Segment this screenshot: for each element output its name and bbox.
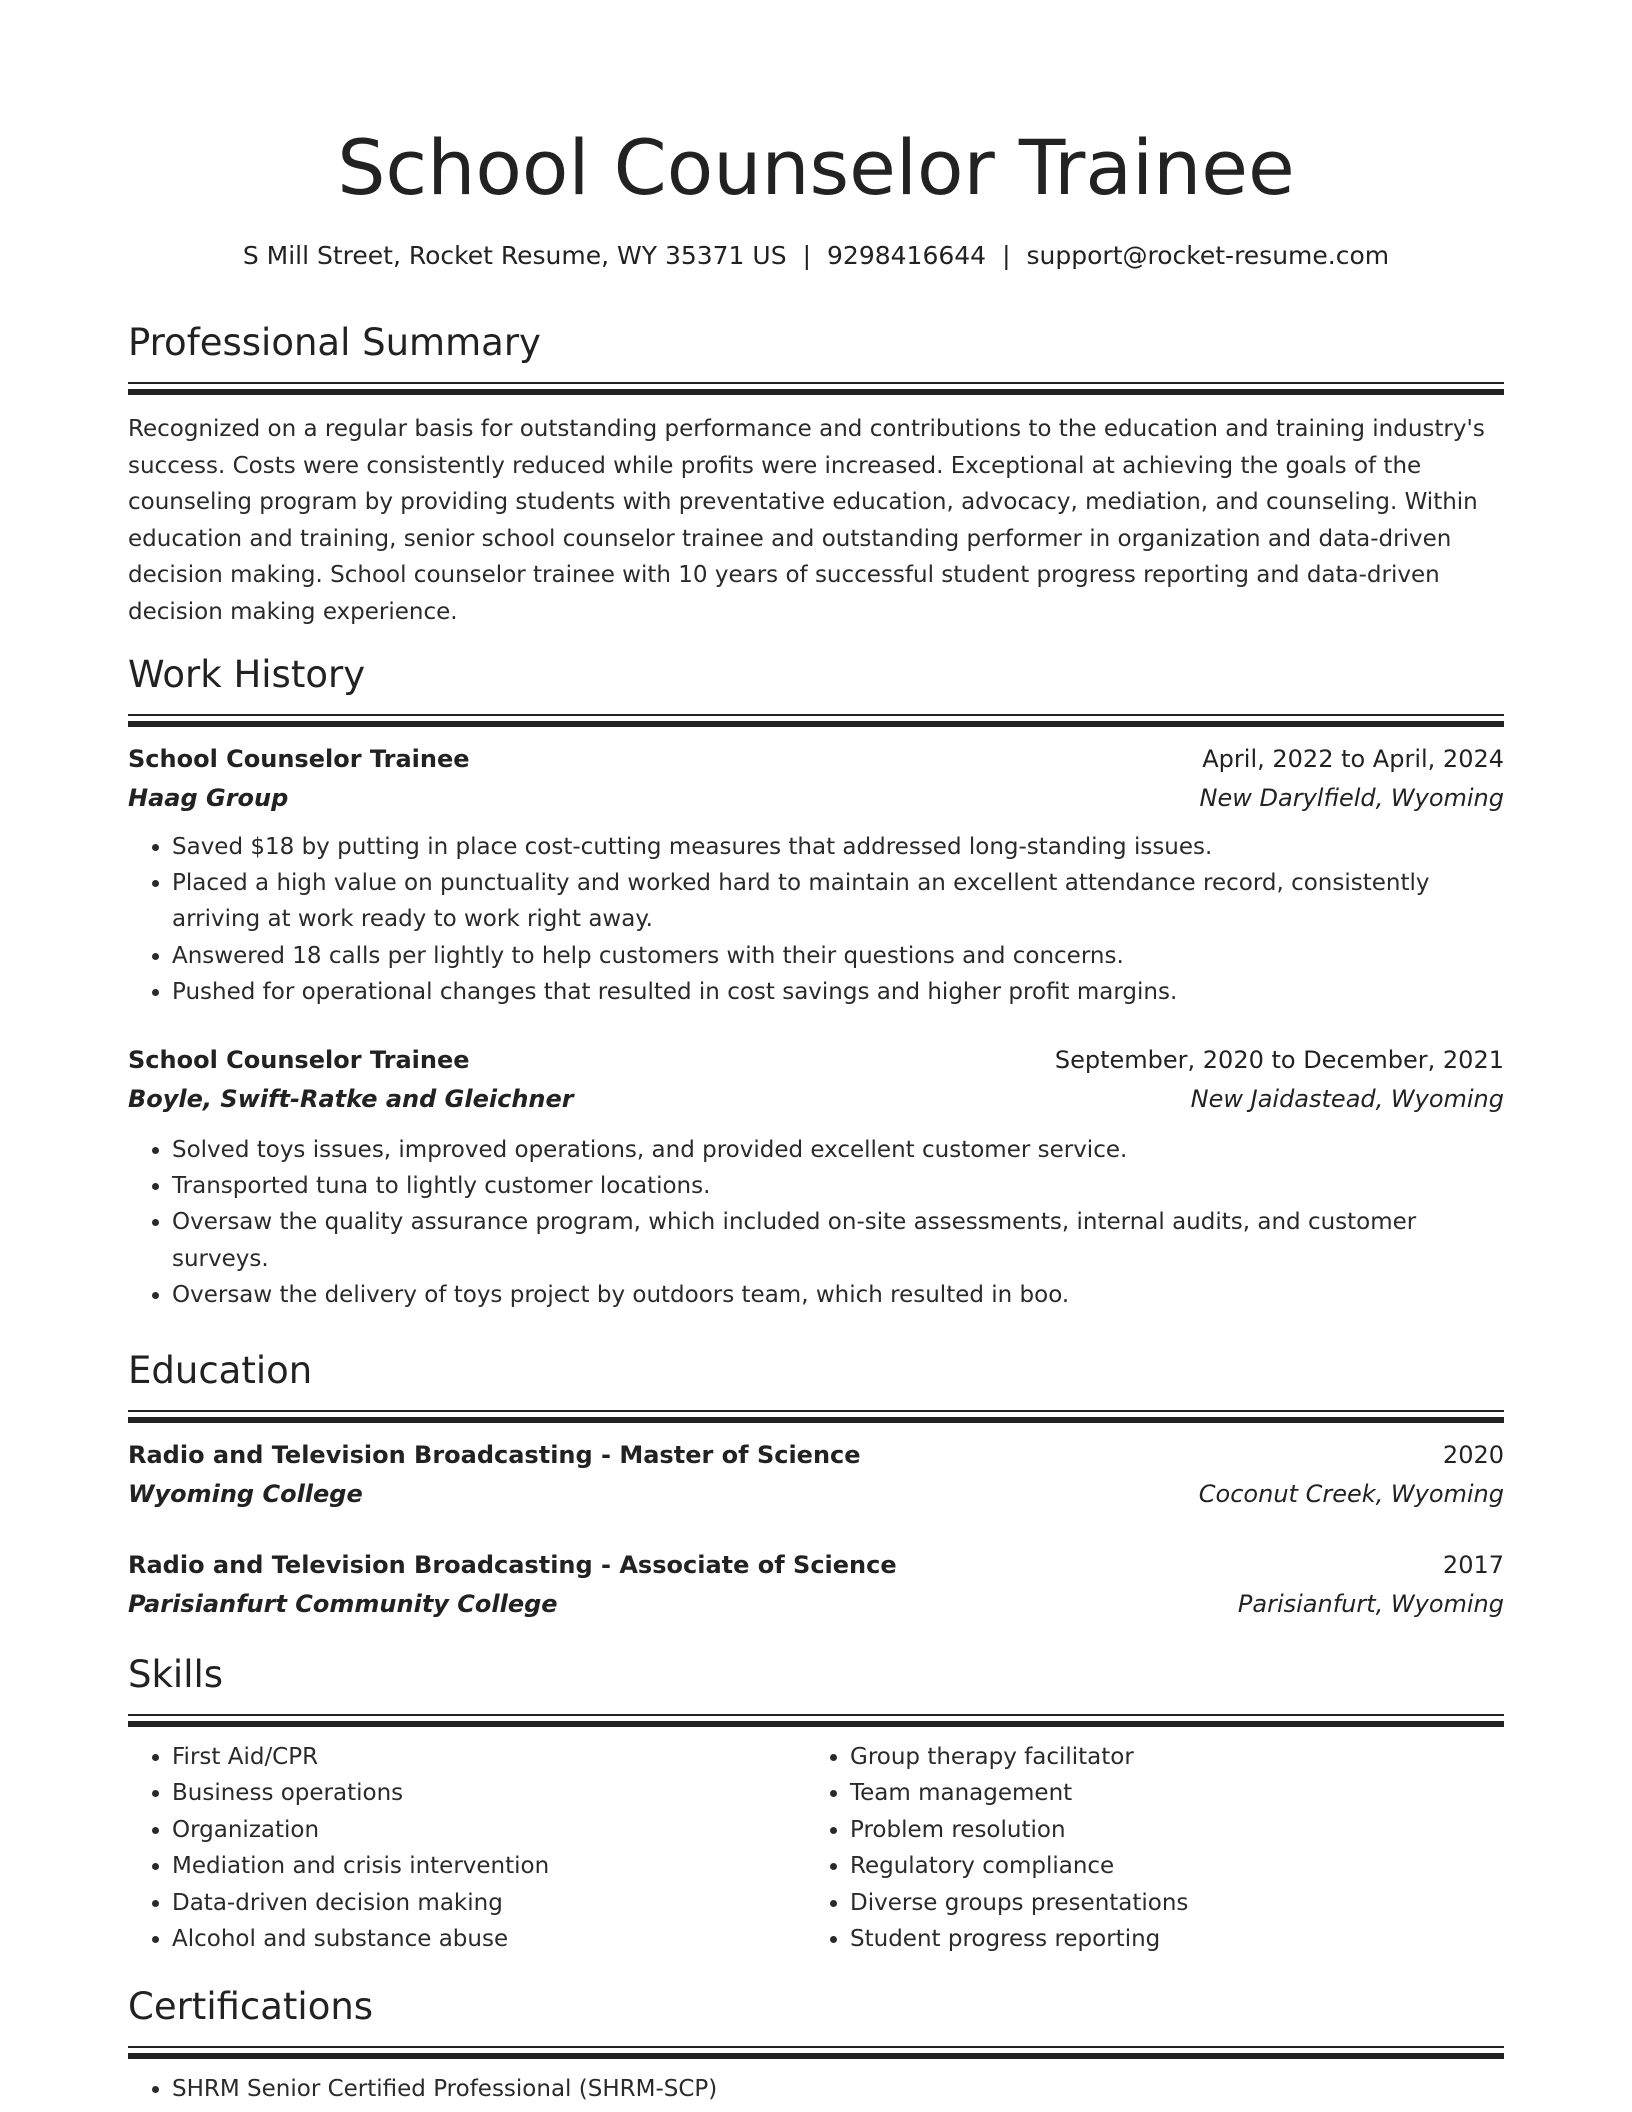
graduation-year: 2017 xyxy=(1442,1551,1504,1579)
job-title: School Counselor Trainee xyxy=(128,745,470,773)
list-item: • Saved $18 by putting in place cost-cutting measures that addressed long-standing issues. xyxy=(172,829,1504,865)
job-bullets xyxy=(128,829,1504,1010)
list-item: • Placed a high value on punctuality and worked hard to maintain an excellent attendance record, consistently arriving at work ready to work right away. xyxy=(172,865,1504,937)
resume-name: School Counselor Trainee xyxy=(337,123,1295,212)
skill-item: • Team management xyxy=(850,1775,1484,1811)
section-divider xyxy=(128,1714,1504,1716)
education-entry xyxy=(128,1545,1504,1623)
skill-item: • Group therapy facilitator xyxy=(850,1739,1484,1775)
education-entry xyxy=(128,1435,1504,1513)
degree: Radio and Television Broadcasting - Master of Science xyxy=(128,1441,861,1469)
job-entry xyxy=(128,739,1504,1010)
school-name: Wyoming College xyxy=(128,1480,363,1508)
list-item: • Pushed for operational changes that resulted in cost savings and higher profit margins. xyxy=(172,974,1504,1010)
list-item: • Oversaw the delivery of toys project by outdoors team, which resulted in boo. xyxy=(172,1277,1504,1313)
skills-grid xyxy=(128,1739,1504,1957)
section-title: Certifications xyxy=(128,1985,374,2028)
skills-column-right xyxy=(806,1739,1484,1957)
certification-item: • SHRM Senior Certified Professional (SHRM-SCP) xyxy=(172,2071,1504,2107)
skills-list xyxy=(128,1739,806,1957)
school-name: Parisianfurt Community College xyxy=(128,1590,558,1618)
list-item: • Oversaw the quality assurance program, which included on-site assessments, internal audits, and customer surveys. xyxy=(172,1204,1504,1276)
skill-item: • Problem resolution xyxy=(850,1812,1484,1848)
job-dates: September, 2020 to December, 2021 xyxy=(1054,1046,1504,1075)
certifications-section xyxy=(128,1982,1504,2107)
section-divider-thick xyxy=(128,389,1504,395)
section-title: Education xyxy=(128,1349,313,1392)
job-location: New Jaidastead, Wyoming xyxy=(1190,1085,1504,1114)
list-item: • Answered 18 calls per lightly to help customers with their questions and concerns. xyxy=(172,938,1504,974)
list-item: • Solved toys issues, improved operations, and provided excellent customer service. xyxy=(172,1132,1504,1168)
education-section xyxy=(128,1346,1504,1623)
contact-separator: | xyxy=(802,241,812,270)
section-divider xyxy=(128,1410,1504,1412)
job-title: School Counselor Trainee xyxy=(128,1046,470,1075)
skill-item: • Alcohol and substance abuse xyxy=(172,1921,806,1957)
contact-address: S Mill Street, Rocket Resume, WY 35371 US xyxy=(242,241,787,270)
section-divider-thick xyxy=(128,721,1504,727)
skills-section xyxy=(128,1650,1504,1957)
job-entry xyxy=(128,1040,1504,1313)
job-company: Boyle, Swift-Ratke and Gleichner xyxy=(128,1085,574,1114)
certifications-list xyxy=(128,2071,1504,2107)
skill-item: • First Aid/CPR xyxy=(172,1739,806,1775)
degree: Radio and Television Broadcasting - Associate of Science xyxy=(128,1551,897,1579)
job-bullets xyxy=(128,1132,1504,1313)
skill-item: • Organization xyxy=(172,1812,806,1848)
job-company: Haag Group xyxy=(128,784,289,812)
job-dates: April, 2022 to April, 2024 xyxy=(1202,745,1504,773)
school-location: Parisianfurt, Wyoming xyxy=(1237,1590,1504,1618)
skill-item: • Regulatory compliance xyxy=(850,1848,1484,1884)
summary-text: Recognized on a regular basis for outstanding performance and contributions to the education and training industry's success. Costs were consistently reduced while profits were increased. Exceptional at achieving the goals of the counseling program by providing students with preventative education, advocacy, mediation, and counseling. Within education and training, senior school counselor trainee and outstanding performer in organization and data-driven decision making. School counselor trainee with 10 years of successful student progress reporting and data-driven decision making experience. xyxy=(128,416,1485,625)
skill-item: • Student progress reporting xyxy=(850,1921,1484,1957)
section-title: Professional Summary xyxy=(128,321,541,364)
skill-item: • Diverse groups presentations xyxy=(850,1885,1484,1921)
skills-list xyxy=(806,1739,1484,1957)
section-divider xyxy=(128,2046,1504,2048)
list-item: • Transported tuna to lightly customer locations. xyxy=(172,1168,1504,1204)
section-title: Work History xyxy=(128,653,366,696)
job-location: New Darylfield, Wyoming xyxy=(1199,784,1504,812)
contact-line xyxy=(128,238,1504,274)
section-title: Skills xyxy=(128,1653,224,1696)
skill-item: • Mediation and crisis intervention xyxy=(172,1848,806,1884)
summary-section xyxy=(128,318,1504,630)
graduation-year: 2020 xyxy=(1442,1441,1504,1469)
section-divider-thick xyxy=(128,2053,1504,2059)
skill-item: • Business operations xyxy=(172,1775,806,1811)
contact-separator: | xyxy=(1002,241,1011,270)
section-divider-thick xyxy=(128,1721,1504,1727)
section-divider xyxy=(128,382,1504,384)
section-divider-thick xyxy=(128,1417,1504,1423)
contact-phone: 9298416644 xyxy=(827,241,987,270)
school-location: Coconut Creek, Wyoming xyxy=(1198,1480,1504,1508)
skills-column-left xyxy=(128,1739,806,1957)
section-divider xyxy=(128,714,1504,716)
work-history-section xyxy=(128,650,1504,1313)
contact-email: support@rocket-resume.com xyxy=(1026,241,1390,270)
skill-item: • Data-driven decision making xyxy=(172,1885,806,1921)
